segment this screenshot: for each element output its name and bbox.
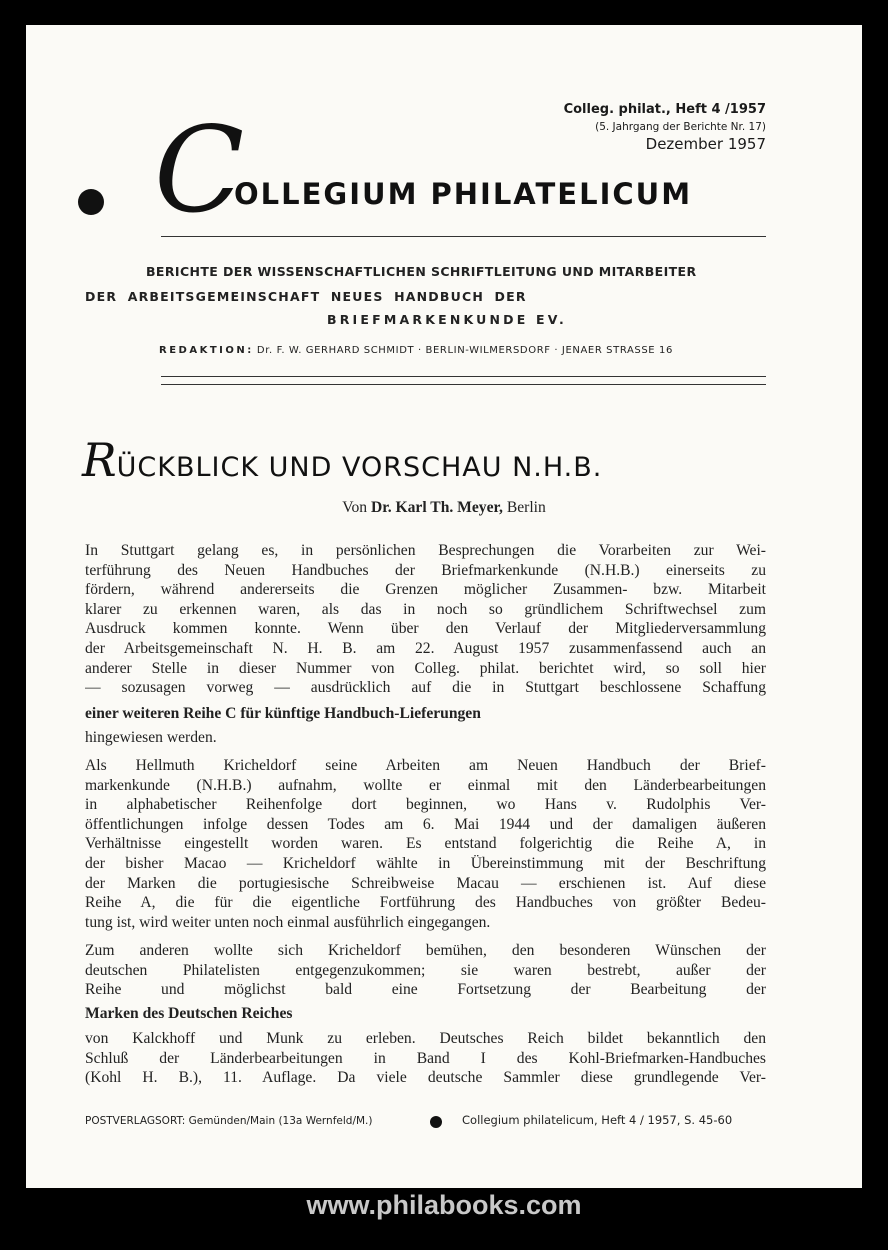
paragraph-line: — sozusagen vorweg — ausdrücklich auf die in Stuttgart beschlossene Schaffung [85,679,766,697]
editor-rule-bottom [161,384,766,385]
header-rule [161,236,766,237]
paragraph-1 [85,541,766,698]
byline-author: Dr. Karl Th. Meyer, [370,499,503,516]
paragraph-line: der bisher Macao — Kricheldorf wählte in Übereinstimmung mit der Beschriftung [85,854,766,872]
bold-emphasis-line [85,704,766,724]
paragraph-line: terführung des Neuen Handbuches der Briefmarkenkunde (N.H.B.) einerseits zu [85,561,766,579]
subtitle-line3: BRIEFMARKENKUNDE EV. [327,312,568,327]
paragraph-line: Verhältnisse eingestellt worden waren. Es entstand folgerichtig die Reihe A, in [85,835,766,853]
paragraph-line: fördern, während andererseits die Grenzen möglicher Zusammen- bzw. Mitarbeit [85,581,766,599]
article-title-initial: R [82,433,117,487]
paragraph-line: öffentlichungen infolge dessen Todes am 6. Mai 1944 und der damaligen äußeren [85,815,766,833]
editor-rule-top [161,376,766,377]
subtitle-line1: BERICHTE DER WISSENSCHAFTLICHEN SCHRIFTLEITUNG UND MITARBEITER [146,264,697,279]
paragraph-line: Zum anderen wollte sich Kricheldorf bemühen, den besonderen Wünschen der [85,942,766,959]
paragraph-line: hingewiesen werden. [85,729,217,746]
paragraph-line: deutschen Philatelisten entgegenzukommen; sie waren bestrebt, außer der [85,961,766,979]
paragraph-line: Reihe und möglichst bald eine Fortsetzung der Bearbeitung der [85,981,766,999]
paragraph-4 [85,1029,766,1088]
logo-initial: C [154,101,245,239]
paragraph-line: in alphabetischer Reihenfolge dort beginnen, wo Hans v. Rudolphis Ver- [85,796,766,814]
byline-von: Von [342,499,368,516]
paragraph-line: klarer zu erkennen waren, als das in noch so gründlichem Schriftwechsel zum [85,600,766,618]
issue-info-line2: (5. Jahrgang der Berichte Nr. 17) [595,121,766,133]
paragraph-line: von Kalckhoff und Munk zu erleben. Deutsches Reich bildet bekanntlich den [85,1030,766,1047]
article-title [82,433,602,487]
bold-heading-line [85,1004,766,1024]
footer-right: Collegium philatelicum, Heft 4 / 1957, S. 45-60 [462,1113,733,1127]
paragraph-line: tung ist, wird weiter unten noch einmal ausführlich eingegangen. [85,913,491,931]
paragraph-line: Schluß der Länderbearbeitungen in Band I des Kohl-Briefmarken-Handbuches [85,1049,766,1067]
editor-line [159,345,673,356]
paragraph-line: Reihe A, die für die eigentliche Fortführung des Handbuches von größter Bedeu- [85,894,766,912]
byline-place: Berlin [506,499,546,516]
paragraph-2 [85,756,766,932]
paragraph-line: markenkunde (N.H.B.) aufnahm, wollte er einmal mit den Länderbearbeitungen [85,776,766,794]
bold-line: einer weiteren Reihe C für künftige Handbuch-Lieferungen [85,705,481,722]
logo-title: OLLEGIUM PHILATELICUM [234,177,693,211]
watermark-link[interactable]: www.philabooks.com [306,1190,582,1220]
footer-left: POSTVERLAGSORT: Gemünden/Main (13a Wernfeld/M.) [85,1115,373,1127]
paragraph-line: In Stuttgart gelang es, in persönlichen Besprechungen die Vorarbeiten zur Wei- [85,542,766,559]
paragraph-line: Ausdruck kommen konnte. Wenn über den Verlauf der Mitgliederversammlung [85,620,766,638]
subtitle-line2: DER ARBEITSGEMEINSCHAFT NEUES HANDBUCH DER [85,289,527,304]
paragraph-line: der Marken die portugiesische Schreibweise Macau — erschienen ist. Auf diese [85,874,766,892]
paragraph-1-end [85,728,766,748]
paragraph-line: (Kohl H. B.), 11. Auflage. Da viele deutsche Sammler diese grundlegende Ver- [85,1069,766,1087]
issue-date: Dezember 1957 [645,135,766,153]
article-title-text: ÜCKBLICK UND VORSCHAU N.H.B. [116,452,603,483]
paragraph-line: Als Hellmuth Kricheldorf seine Arbeiten am Neuen Handbuch der Brief- [85,757,766,774]
document-page [26,25,862,1188]
byline [26,499,862,517]
editor-text: Dr. F. W. GERHARD SCHMIDT · BERLIN-WILMERSDORF · JENAER STRASSE 16 [256,345,673,356]
paragraph-line: anderer Stelle in dieser Nummer von Colleg. philat. berichtet wird, so soll hier [85,659,766,677]
paragraph-line: der Arbeitsgemeinschaft N. H. B. am 22. August 1957 zusammenfassend auch an [85,639,766,657]
editor-label: REDAKTION: [159,345,254,356]
footer-bullet-icon [430,1116,442,1128]
bullet-dot-icon [78,189,104,215]
issue-info-line1: Colleg. philat., Heft 4 /1957 [563,102,766,117]
paragraph-3 [85,941,766,1000]
bold-line: Marken des Deutschen Reiches [85,1005,293,1022]
